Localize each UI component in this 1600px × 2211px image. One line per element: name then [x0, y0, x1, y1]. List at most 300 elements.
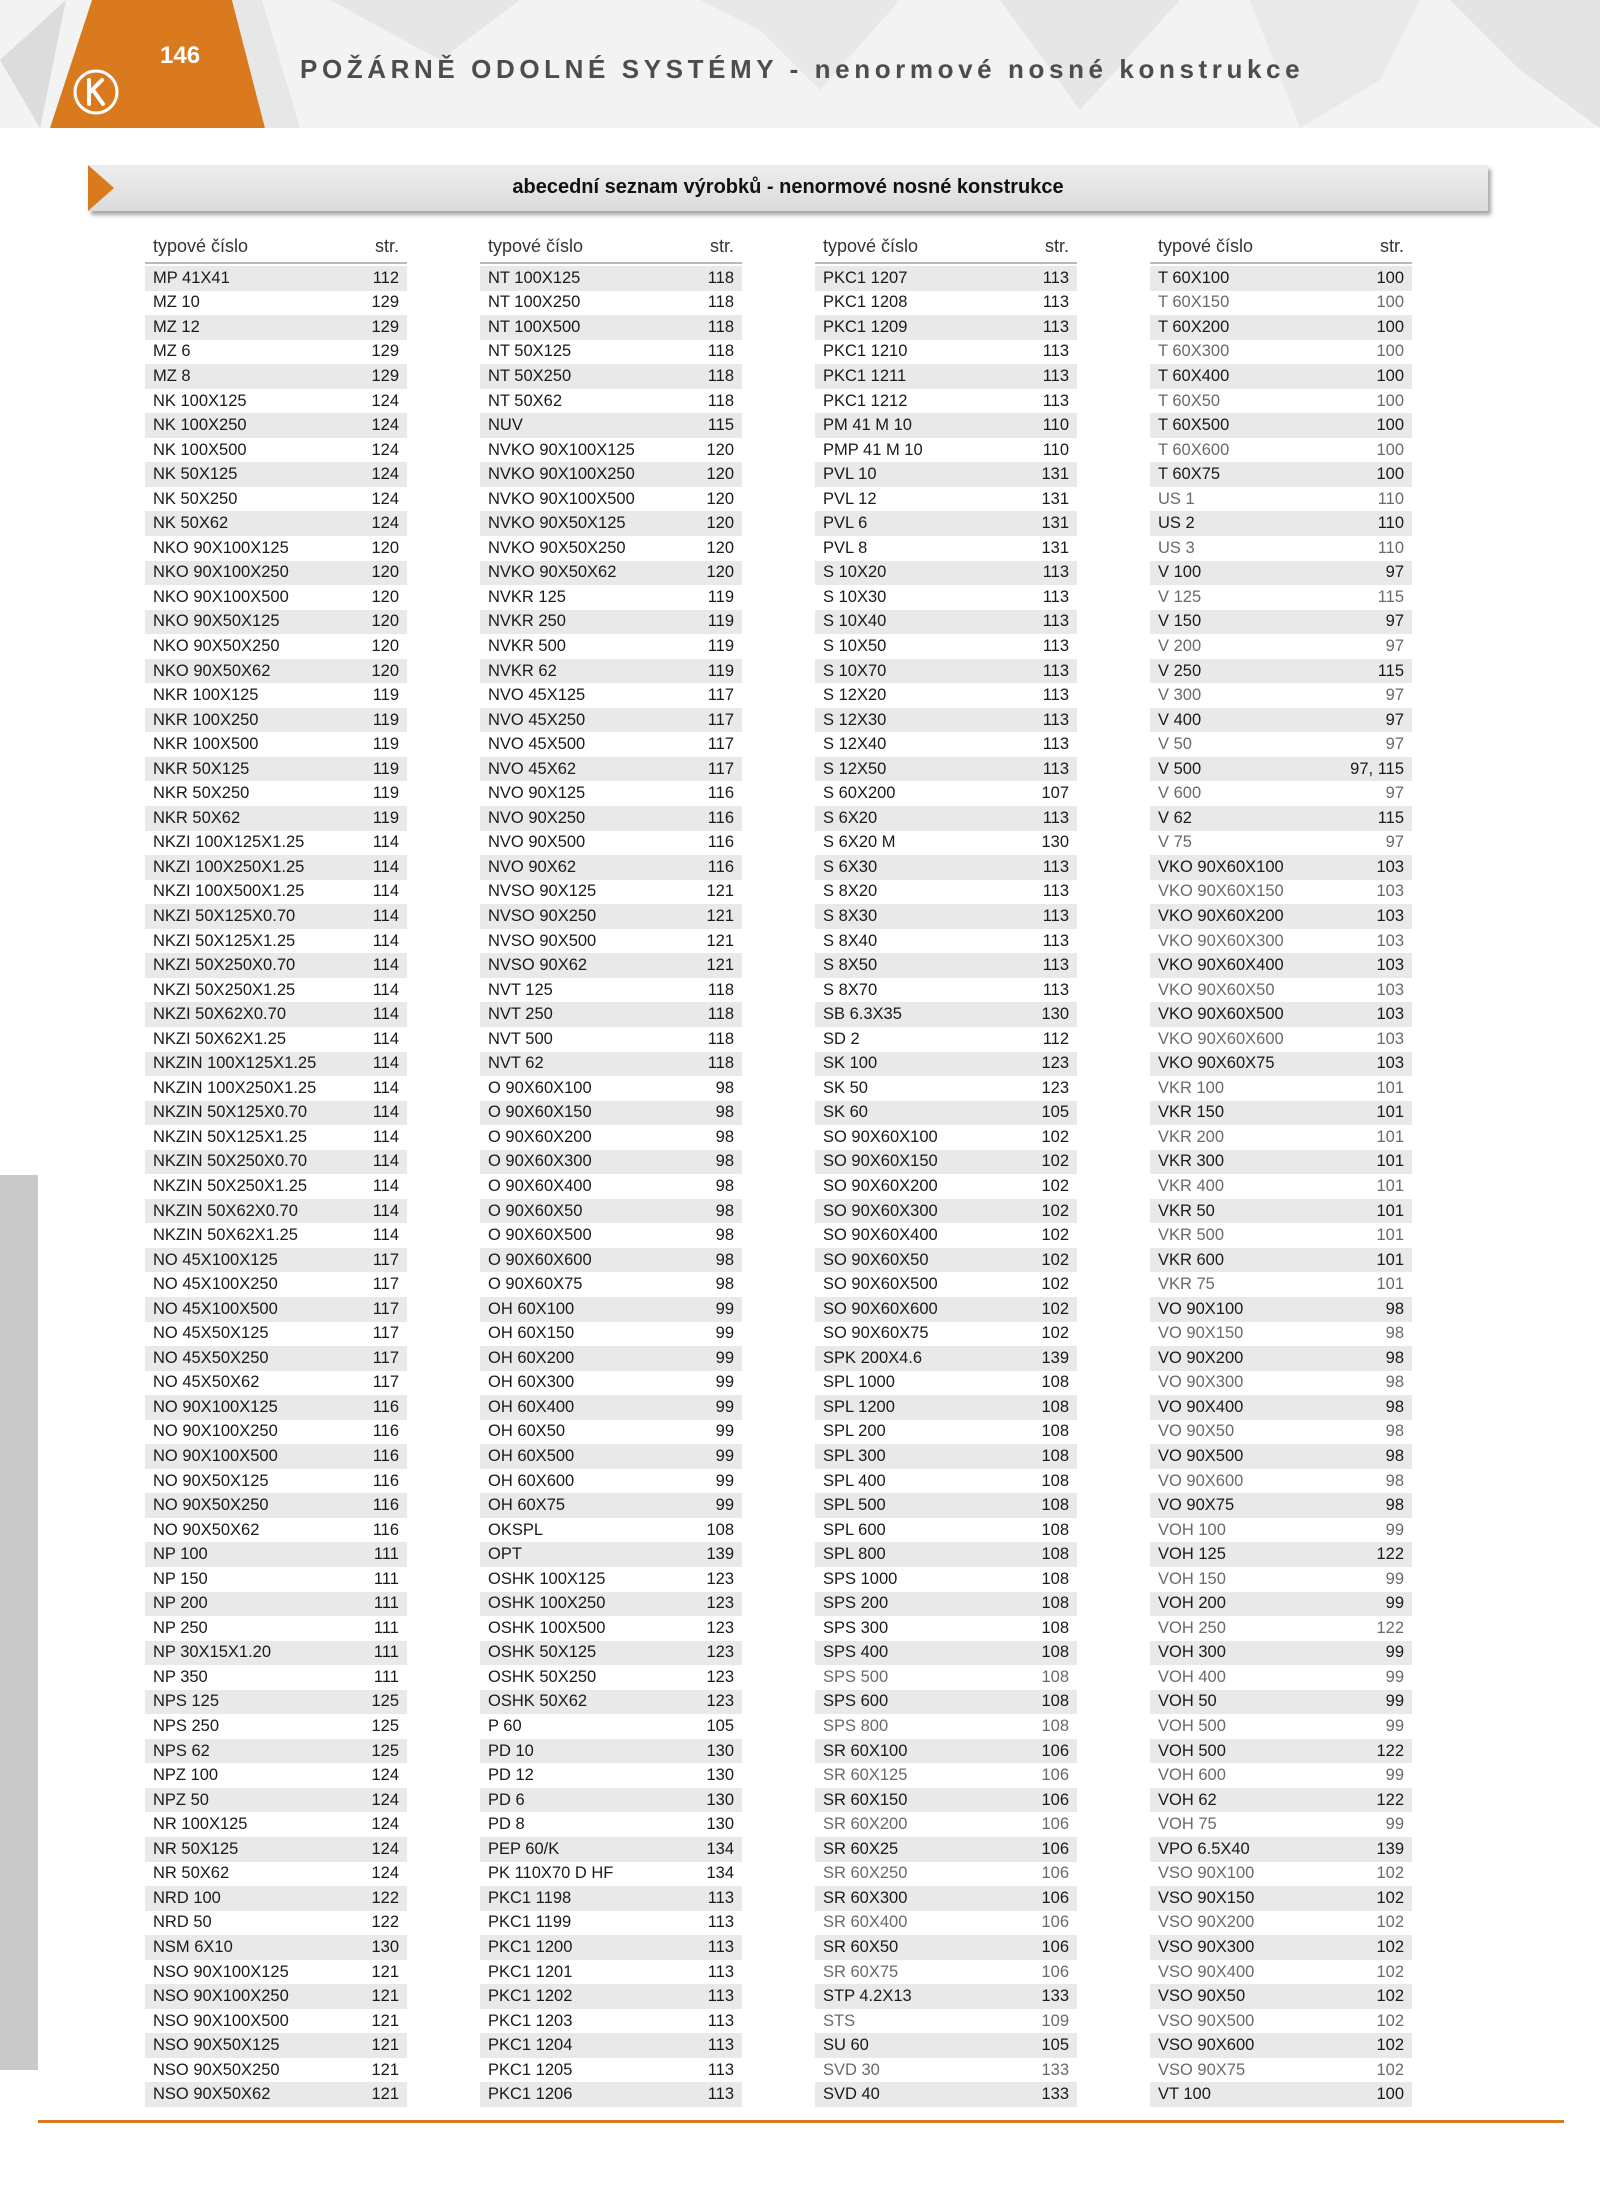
page-reference: 125 — [371, 1741, 399, 1760]
product-code: OSHK 100X500 — [488, 1618, 606, 1637]
page-reference: 113 — [1042, 342, 1069, 361]
page-reference: 102 — [1376, 1962, 1404, 1981]
table-row — [480, 610, 742, 635]
page-reference: 100 — [1376, 391, 1404, 410]
table-row — [145, 1444, 407, 1469]
product-code: S 12X20 — [823, 686, 887, 705]
product-code: VOH 600 — [1158, 1766, 1226, 1785]
table-row — [1150, 2082, 1412, 2107]
table-row — [480, 1518, 742, 1543]
product-code: O 90X60X100 — [488, 1078, 592, 1097]
table-row — [815, 2033, 1077, 2058]
table-row — [1150, 2009, 1412, 2034]
table-row — [1150, 610, 1412, 635]
table-row — [815, 1788, 1077, 1813]
product-code: NSM 6X10 — [153, 1937, 233, 1956]
page-reference: 113 — [1042, 906, 1069, 925]
product-code: NKZIN 100X250X1.25 — [153, 1078, 317, 1097]
table-row — [1150, 291, 1412, 316]
page-reference: 100 — [1376, 465, 1404, 484]
table-row — [815, 1002, 1077, 1027]
product-code: PVL 10 — [823, 465, 877, 484]
product-code: NO 90X50X250 — [153, 1496, 269, 1515]
page-reference: 120 — [371, 661, 399, 680]
product-code: PKC1 1211 — [823, 366, 907, 385]
table-row — [815, 1076, 1077, 1101]
brand-logo — [72, 68, 120, 116]
page-reference: 101 — [1376, 1275, 1404, 1294]
table-row — [480, 2033, 742, 2058]
table-row — [815, 413, 1077, 438]
product-code: VKO 90X60X600 — [1158, 1029, 1284, 1048]
product-code: VOH 150 — [1158, 1569, 1226, 1588]
product-code: OPT — [488, 1545, 522, 1564]
product-code: V 100 — [1158, 563, 1202, 582]
page-reference: 131 — [1041, 538, 1069, 557]
table-row — [815, 1714, 1077, 1739]
product-code: SO 90X60X600 — [823, 1299, 938, 1318]
page-reference: 116 — [372, 1471, 399, 1490]
table-row — [1150, 389, 1412, 414]
table-row — [1150, 2033, 1412, 2058]
page-reference: 115 — [1377, 808, 1404, 827]
page-reference: 98 — [715, 1250, 734, 1269]
product-code: SPL 1200 — [823, 1397, 895, 1416]
table-row — [480, 1322, 742, 1347]
table-row — [480, 1076, 742, 1101]
table-row — [1150, 1174, 1412, 1199]
page-reference: 116 — [707, 833, 734, 852]
product-code: US 3 — [1158, 538, 1195, 557]
page-reference: 102 — [1041, 1201, 1069, 1220]
table-row — [145, 1641, 407, 1666]
product-code: PVL 12 — [823, 489, 877, 508]
page-reference: 121 — [706, 956, 734, 975]
table-row — [815, 1935, 1077, 1960]
page-reference: 114 — [372, 1054, 399, 1073]
table-row — [145, 291, 407, 316]
product-code: VO 90X100 — [1158, 1299, 1244, 1318]
page-reference: 102 — [1041, 1250, 1069, 1269]
table-row — [480, 1935, 742, 1960]
product-code: VKR 500 — [1158, 1226, 1225, 1245]
table-row — [480, 585, 742, 610]
product-code: SU 60 — [823, 2036, 869, 2055]
product-code: NVO 45X250 — [488, 710, 586, 729]
page-reference: 124 — [371, 489, 399, 508]
table-row — [815, 1665, 1077, 1690]
page-number: 146 — [160, 42, 201, 69]
column-header-page: str. — [374, 235, 399, 256]
table-row — [480, 413, 742, 438]
page-reference: 106 — [1041, 1913, 1069, 1932]
product-code: S 6X20 — [823, 808, 878, 827]
product-code: SO 90X60X400 — [823, 1226, 938, 1245]
table-row — [815, 1444, 1077, 1469]
page-reference: 97 — [1385, 833, 1404, 852]
page-reference: 129 — [371, 317, 399, 336]
page-reference: 117 — [372, 1324, 399, 1343]
table-row — [1150, 831, 1412, 856]
page-reference: 123 — [1041, 1078, 1069, 1097]
table-row — [815, 487, 1077, 512]
page-reference: 121 — [371, 2060, 399, 2079]
table-row — [1150, 1493, 1412, 1518]
page-reference: 97, 115 — [1350, 759, 1404, 778]
page-reference: 98 — [1385, 1324, 1404, 1343]
product-code: SVD 40 — [823, 2085, 880, 2104]
table-row — [1150, 904, 1412, 929]
page-reference: 108 — [1041, 1643, 1069, 1662]
product-code: SVD 30 — [823, 2060, 880, 2079]
table-row — [480, 1150, 742, 1175]
page-reference: 99 — [715, 1447, 734, 1466]
product-code: NRD 50 — [153, 1913, 212, 1932]
page-reference: 123 — [706, 1643, 734, 1662]
product-code: VKO 90X60X500 — [1158, 1005, 1284, 1024]
page-reference: 110 — [1377, 514, 1404, 533]
page-reference: 99 — [1385, 1692, 1404, 1711]
product-code: PEP 60/K — [488, 1839, 560, 1858]
page-reference: 134 — [706, 1864, 734, 1883]
product-code: T 60X100 — [1158, 268, 1230, 287]
product-code: VO 90X50 — [1158, 1422, 1235, 1441]
product-code: VKR 300 — [1158, 1152, 1225, 1171]
table-row — [1150, 978, 1412, 1003]
product-code: VOH 125 — [1158, 1545, 1226, 1564]
product-code: PKC1 1201 — [488, 1962, 573, 1981]
product-code: NSO 90X50X62 — [153, 2085, 271, 2104]
table-row — [815, 683, 1077, 708]
page-reference: 123 — [706, 1667, 734, 1686]
table-row — [145, 953, 407, 978]
table-row — [815, 536, 1077, 561]
product-code: S 8X70 — [823, 980, 878, 999]
table-row — [1150, 659, 1412, 684]
page-reference: 130 — [1041, 833, 1069, 852]
table-row — [1150, 364, 1412, 389]
table-row — [145, 1714, 407, 1739]
page-reference: 124 — [371, 416, 399, 435]
table-row — [1150, 1371, 1412, 1396]
page-reference: 99 — [715, 1299, 734, 1318]
page-reference: 97 — [1385, 710, 1404, 729]
product-code: T 60X200 — [1158, 317, 1230, 336]
table-row — [815, 1641, 1077, 1666]
page-reference: 115 — [1377, 587, 1404, 606]
product-code: NO 45X50X250 — [153, 1348, 269, 1367]
page-reference: 99 — [1385, 1766, 1404, 1785]
table-row — [1150, 266, 1412, 291]
product-code: NKZIN 50X62X0.70 — [153, 1201, 298, 1220]
page-reference: 124 — [371, 1766, 399, 1785]
product-code: NT 100X500 — [488, 317, 581, 336]
page-reference: 102 — [1041, 1299, 1069, 1318]
page-reference: 105 — [1041, 2036, 1069, 2055]
table-row — [815, 1960, 1077, 1985]
page-reference: 133 — [1041, 2060, 1069, 2079]
table-row — [1150, 536, 1412, 561]
table-row — [815, 1101, 1077, 1126]
product-code: NUV — [488, 416, 523, 435]
product-code: PD 8 — [488, 1815, 525, 1834]
product-code: VSO 90X600 — [1158, 2036, 1255, 2055]
page-header — [0, 0, 1600, 128]
page-reference: 97 — [1385, 563, 1404, 582]
product-code: OSHK 100X125 — [488, 1569, 606, 1588]
product-code: MZ 12 — [153, 317, 200, 336]
table-row — [480, 1984, 742, 2009]
page-reference: 120 — [371, 563, 399, 582]
table-row — [815, 904, 1077, 929]
page-reference: 122 — [1376, 1741, 1404, 1760]
page-reference: 125 — [371, 1717, 399, 1736]
page-reference: 99 — [1385, 1569, 1404, 1588]
page-reference: 98 — [1385, 1299, 1404, 1318]
product-code: NO 45X50X125 — [153, 1324, 269, 1343]
product-code: V 62 — [1158, 808, 1192, 827]
product-code: NVSO 90X125 — [488, 882, 597, 901]
table-row — [480, 683, 742, 708]
table-row — [145, 389, 407, 414]
page-reference: 114 — [372, 1177, 399, 1195]
page-reference: 111 — [373, 1618, 399, 1637]
product-code: VSO 90X50 — [1158, 1987, 1246, 2006]
product-code: MP 41X41 — [153, 268, 230, 287]
page-reference: 117 — [707, 759, 734, 778]
product-code: NR 50X62 — [153, 1864, 230, 1883]
table-row — [145, 1616, 407, 1641]
page-reference: 113 — [1042, 612, 1069, 631]
table-row — [480, 978, 742, 1003]
product-code: SB 6.3X35 — [823, 1005, 902, 1024]
page-reference: 116 — [707, 784, 734, 803]
table-row — [815, 1616, 1077, 1641]
table-row — [815, 1812, 1077, 1837]
page-reference: 103 — [1376, 931, 1404, 950]
product-code: SO 90X60X200 — [823, 1177, 938, 1195]
page-reference: 120 — [706, 514, 734, 533]
page-reference: 108 — [1041, 1422, 1069, 1441]
product-code: NO 45X100X125 — [153, 1250, 278, 1269]
table-row — [480, 291, 742, 316]
page-reference: 131 — [1041, 514, 1069, 533]
table-row — [145, 806, 407, 831]
product-code: SPL 1000 — [823, 1373, 895, 1392]
product-code: NKZIN 50X125X1.25 — [153, 1127, 308, 1146]
product-code: NT 50X62 — [488, 391, 562, 410]
table-row — [815, 561, 1077, 586]
page-reference: 111 — [373, 1594, 399, 1613]
page-reference: 124 — [371, 1815, 399, 1834]
product-code: O 90X60X75 — [488, 1275, 583, 1294]
page-reference: 124 — [371, 391, 399, 410]
table-row — [145, 1420, 407, 1445]
table-row — [480, 1444, 742, 1469]
table-row — [1150, 1272, 1412, 1297]
table-row — [815, 1911, 1077, 1936]
product-code: VO 90X500 — [1158, 1447, 1244, 1466]
page-reference: 111 — [373, 1643, 399, 1662]
table-row — [480, 806, 742, 831]
product-code: VKO 90X60X300 — [1158, 931, 1284, 950]
table-row — [145, 1837, 407, 1862]
table-row — [145, 1739, 407, 1764]
page-reference: 108 — [1041, 1496, 1069, 1515]
table-row — [145, 634, 407, 659]
product-code: SK 60 — [823, 1103, 868, 1122]
page-reference: 125 — [371, 1692, 399, 1711]
product-code: NPS 62 — [153, 1741, 210, 1760]
product-code: NPZ 50 — [153, 1790, 209, 1809]
table-row — [480, 2082, 742, 2107]
page-reference: 106 — [1041, 1741, 1069, 1760]
product-code: VKO 90X60X100 — [1158, 857, 1284, 876]
table-row — [1150, 880, 1412, 905]
page-reference: 111 — [373, 1569, 399, 1588]
table-row — [480, 1052, 742, 1077]
table-row — [480, 1346, 742, 1371]
page-reference: 117 — [372, 1299, 399, 1318]
page-reference: 130 — [371, 1937, 399, 1956]
page-reference: 99 — [1385, 1815, 1404, 1834]
table-row — [480, 1101, 742, 1126]
page-reference: 113 — [707, 1937, 734, 1956]
product-code: OH 60X150 — [488, 1324, 575, 1343]
page-reference: 108 — [1041, 1447, 1069, 1466]
page-reference: 118 — [707, 317, 734, 336]
page-reference: 117 — [372, 1275, 399, 1294]
product-code: PD 6 — [488, 1790, 525, 1809]
page-reference: 101 — [1376, 1250, 1404, 1269]
page-reference: 106 — [1041, 1888, 1069, 1907]
product-code: SO 90X60X300 — [823, 1201, 938, 1220]
product-code: NSO 90X100X250 — [153, 1987, 289, 2006]
product-code: NVKO 90X50X250 — [488, 538, 626, 557]
product-code: S 8X50 — [823, 956, 878, 975]
product-code: VOH 300 — [1158, 1643, 1226, 1662]
product-code: NKR 50X62 — [153, 808, 241, 827]
product-code: NVT 62 — [488, 1054, 544, 1073]
table-row — [1150, 487, 1412, 512]
table-row — [815, 511, 1077, 536]
table-row — [145, 1223, 407, 1248]
table-row — [1150, 781, 1412, 806]
table-row — [480, 462, 742, 487]
page-reference: 103 — [1376, 1054, 1404, 1073]
page-reference: 108 — [1041, 1717, 1069, 1736]
page-reference: 100 — [1376, 2085, 1404, 2104]
product-code: SK 100 — [823, 1054, 878, 1073]
page-reference: 121 — [371, 2011, 399, 2030]
table-row — [1150, 1935, 1412, 1960]
table-row — [815, 1052, 1077, 1077]
product-code: VOH 250 — [1158, 1618, 1226, 1637]
table-row — [1150, 1911, 1412, 1936]
page-reference: 118 — [707, 366, 734, 385]
page-reference: 118 — [707, 1029, 734, 1048]
table-row — [145, 1763, 407, 1788]
table-row — [1150, 585, 1412, 610]
product-code: NVT 500 — [488, 1029, 553, 1048]
product-code: VKR 600 — [1158, 1250, 1225, 1269]
table-row — [145, 413, 407, 438]
table-row — [480, 1665, 742, 1690]
page-reference: 114 — [372, 931, 399, 950]
product-code: MZ 10 — [153, 293, 200, 312]
product-code: OSHK 50X250 — [488, 1667, 597, 1686]
product-code: NVT 250 — [488, 1005, 553, 1024]
page-reference: 105 — [706, 1717, 734, 1736]
product-code: NPZ 100 — [153, 1766, 219, 1785]
product-code: SO 90X60X150 — [823, 1152, 938, 1171]
page-reference: 100 — [1376, 293, 1404, 312]
product-code: SPS 600 — [823, 1692, 889, 1711]
table-row — [480, 266, 742, 291]
page-reference: 106 — [1041, 1864, 1069, 1883]
table-row — [145, 1984, 407, 2009]
page-reference: 110 — [1042, 416, 1069, 435]
table-row — [480, 634, 742, 659]
page-reference: 113 — [1042, 587, 1069, 606]
product-code: S 8X20 — [823, 882, 878, 901]
page-reference: 117 — [372, 1250, 399, 1269]
table-row — [145, 1788, 407, 1813]
page-reference: 123 — [706, 1692, 734, 1711]
product-code: NKO 90X50X125 — [153, 612, 280, 631]
column-header-code: typové číslo — [488, 235, 584, 256]
product-code: SR 60X25 — [823, 1839, 899, 1858]
product-code: OSHK 50X62 — [488, 1692, 588, 1711]
column-rows — [480, 266, 742, 2107]
page-reference: 99 — [1385, 1520, 1404, 1539]
table-row — [815, 1592, 1077, 1617]
index-column-3 — [815, 230, 1077, 2107]
product-code: VKR 200 — [1158, 1127, 1225, 1146]
table-row — [815, 1150, 1077, 1175]
table-row — [145, 1935, 407, 1960]
page-reference: 102 — [1041, 1275, 1069, 1294]
table-row — [145, 266, 407, 291]
page-reference: 99 — [715, 1348, 734, 1367]
page-reference: 114 — [372, 857, 399, 876]
page-reference: 108 — [1041, 1667, 1069, 1686]
product-code: SPS 200 — [823, 1594, 889, 1613]
table-row — [815, 1297, 1077, 1322]
table-row — [145, 610, 407, 635]
page-reference: 113 — [1042, 686, 1069, 705]
table-row — [480, 1592, 742, 1617]
product-code: V 500 — [1158, 759, 1202, 778]
product-code: V 600 — [1158, 784, 1202, 803]
table-row — [145, 2082, 407, 2107]
column-header-page: str. — [709, 235, 734, 256]
table-row — [480, 1714, 742, 1739]
product-code: NVO 45X62 — [488, 759, 577, 778]
product-code: NK 50X125 — [153, 465, 238, 484]
table-row — [480, 1199, 742, 1224]
page-reference: 113 — [1042, 956, 1069, 975]
page-reference: 113 — [707, 1987, 734, 2006]
product-code: VO 90X300 — [1158, 1373, 1244, 1392]
page-reference: 120 — [371, 636, 399, 655]
table-row — [815, 2058, 1077, 2083]
product-code: NVKO 90X50X62 — [488, 563, 617, 582]
product-code: NKR 100X125 — [153, 686, 259, 705]
page-reference: 99 — [715, 1496, 734, 1515]
table-row — [145, 1272, 407, 1297]
column-header-code: typové číslo — [1158, 235, 1254, 256]
